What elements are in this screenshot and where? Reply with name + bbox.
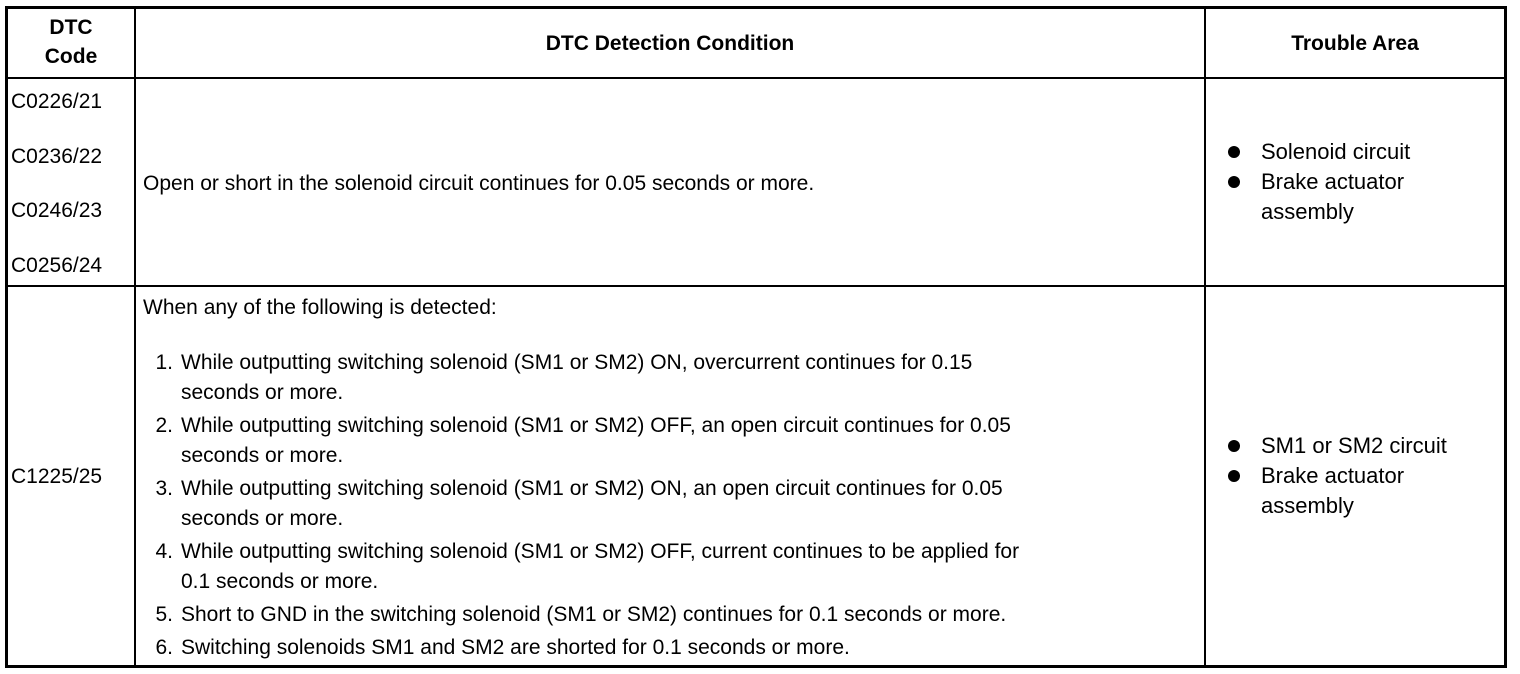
step-number: 6. [155, 636, 173, 659]
step-text-line: seconds or more. [181, 507, 344, 530]
step-text-line: While outputting switching solenoid (SM1 or SM2) ON, an open circuit continues for 0.05 [181, 477, 1003, 500]
dtc-code: C0256/24 [11, 254, 103, 277]
step-number: 3. [155, 477, 173, 500]
step-text-line: Switching solenoids SM1 and SM2 are shorted for 0.1 seconds or more. [181, 636, 850, 659]
step-number: 1. [155, 351, 173, 374]
dtc-code: C0236/22 [11, 145, 103, 168]
step-text-line: While outputting switching solenoid (SM1 or SM2) OFF, current continues to be applied for [181, 540, 1020, 563]
row-divider [5, 285, 1507, 287]
dtc-code: C0246/23 [11, 199, 103, 222]
column-divider-1 [134, 6, 136, 668]
condition-step [147, 537, 1202, 597]
trouble-area-list [1228, 137, 1490, 227]
condition-step [147, 633, 1202, 663]
column-divider-2 [1204, 6, 1206, 668]
header-dtc-code [8, 13, 134, 71]
condition-step [147, 474, 1202, 534]
condition-step [147, 411, 1202, 471]
step-number: 5. [155, 603, 173, 626]
step-text-line: While outputting switching solenoid (SM1 or SM2) OFF, an open circuit continues for 0.05 [181, 414, 1011, 437]
detection-condition-text: Open or short in the solenoid circuit continues for 0.05 seconds or more. [143, 172, 815, 195]
dtc-code: C1225/25 [11, 465, 103, 488]
trouble-area-item: SM1 or SM2 circuit [1228, 431, 1490, 461]
trouble-area-item: Brake actuator assembly [1228, 167, 1490, 227]
header-trouble-area: Trouble Area [1291, 32, 1419, 55]
header-divider [5, 77, 1507, 79]
dtc-code: C0226/21 [11, 90, 103, 113]
condition-step [147, 348, 1202, 408]
condition-step [147, 600, 1202, 630]
header-dtc-code-line2: Code [44, 45, 98, 68]
step-text-line: 0.1 seconds or more. [181, 570, 379, 593]
detection-condition-intro: When any of the following is detected: [143, 296, 497, 319]
trouble-area-item: Brake actuator assembly [1228, 461, 1490, 521]
detection-condition-list [147, 348, 1202, 663]
step-number: 2. [155, 414, 173, 437]
header-dtc-code-line1: DTC [49, 16, 93, 39]
trouble-area-item: Solenoid circuit [1228, 137, 1490, 167]
step-text-line: While outputting switching solenoid (SM1 or SM2) ON, overcurrent continues for 0.15 [181, 351, 973, 374]
trouble-area-list [1228, 431, 1490, 521]
header-detection-condition: DTC Detection Condition [545, 32, 795, 55]
step-text-line: seconds or more. [181, 444, 344, 467]
step-text-line: Short to GND in the switching solenoid (SM1 or SM2) continues for 0.1 seconds or more. [181, 603, 1007, 626]
step-text-line: seconds or more. [181, 381, 344, 404]
step-number: 4. [155, 540, 173, 563]
